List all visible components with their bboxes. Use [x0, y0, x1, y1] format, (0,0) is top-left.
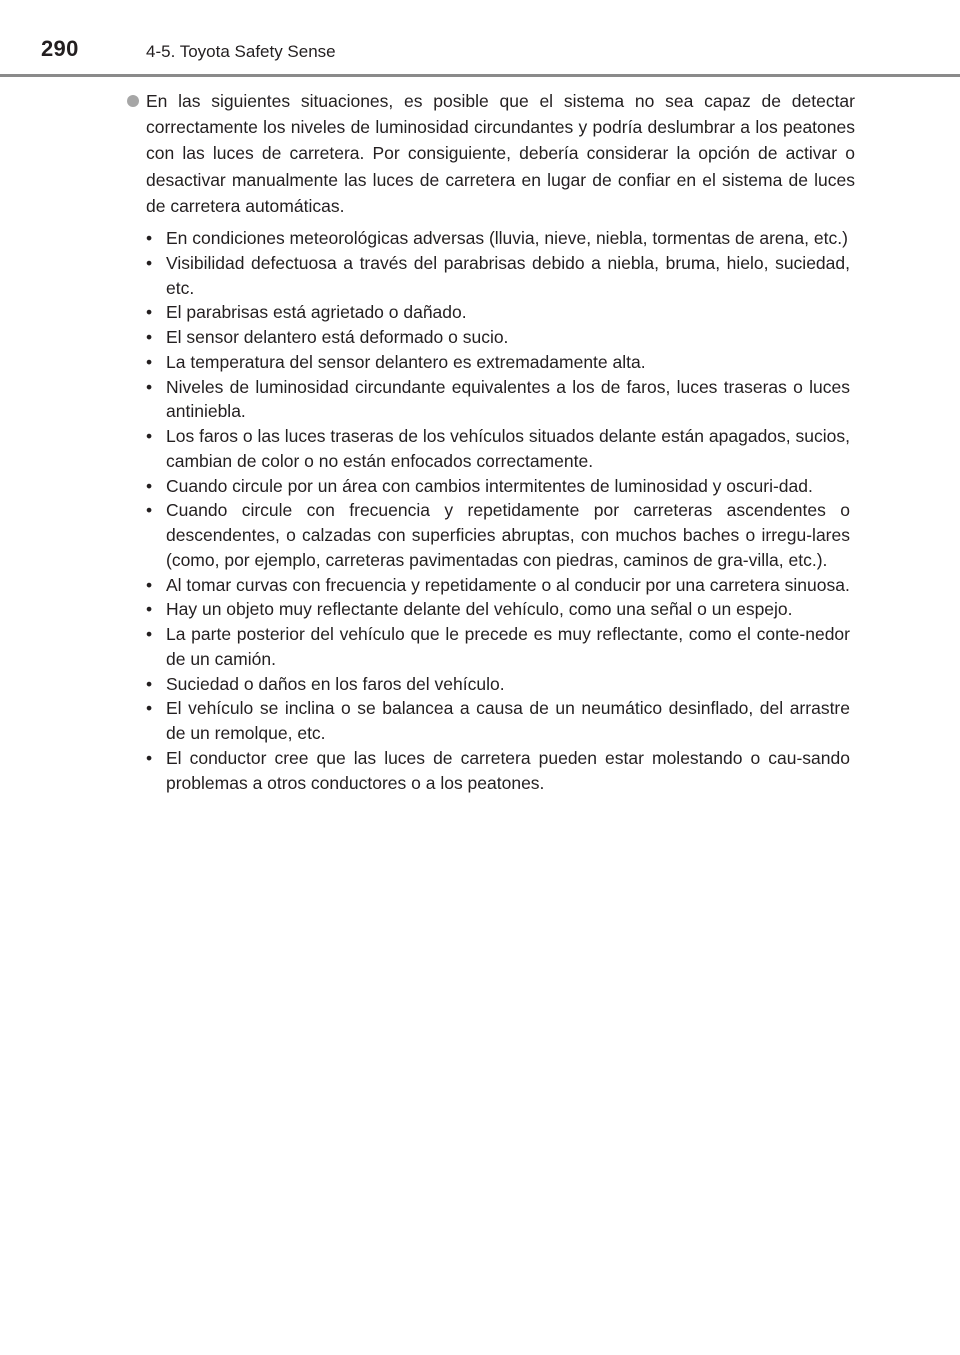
intro-text: En las siguientes situaciones, es posible que el sistema no sea capaz de detectar correctamente los niveles de luminosidad circundantes y podría deslumbrar a los peatones con las luces de carretera. Por consiguiente, debería considerar la opción de activar o desactivar manualmente las luces de carretera en lugar de confiar en el sistema de luces de carretera automáticas.: [146, 91, 855, 216]
list-bullet-marker: •: [146, 673, 153, 694]
list-bullet-marker: •: [146, 302, 153, 323]
list-bullet-marker: •: [146, 599, 153, 620]
list-item: [146, 300, 850, 325]
list-item: [146, 597, 850, 622]
list-item: [146, 474, 850, 499]
list-bullet-marker: •: [146, 327, 153, 348]
list-bullet-marker: •: [146, 351, 153, 372]
list-bullet-marker: •: [146, 475, 153, 496]
list-item-text: El vehículo se inclina o se balancea a causa de un neumático desinflado, del arrastre de un remolque, etc.: [166, 698, 850, 744]
list-item: [146, 573, 850, 598]
list-bullet-marker: •: [146, 747, 153, 768]
list-item-text: Niveles de luminosidad circundante equivalentes a los de faros, luces traseras o luces antiniebla.: [166, 376, 850, 422]
list-item: [146, 350, 850, 375]
list-item-text: Cuando circule por un área con cambios intermitentes de luminosidad y oscuri-dad.: [166, 475, 813, 496]
list-bullet-marker: •: [146, 426, 153, 447]
list-item-text: El parabrisas está agrietado o dañado.: [166, 302, 467, 323]
list-bullet-marker: •: [146, 624, 153, 645]
list-item-text: Cuando circule con frecuencia y repetidamente por carreteras ascendentes o descendentes, o calzadas con superficies abruptas, con muchos baches o irregu-lares (como, por ejemplo, carreteras pavimentadas con piedras, caminos de gra-villa, etc.).: [166, 500, 850, 570]
list-bullet-marker: •: [146, 698, 153, 719]
intro-paragraph: [146, 88, 855, 219]
page-header: [0, 0, 960, 78]
list-item-text: En condiciones meteorológicas adversas (lluvia, nieve, niebla, tormentas de arena, etc.): [166, 228, 848, 249]
list-item-text: Suciedad o daños en los faros del vehículo.: [166, 673, 505, 694]
list-bullet-marker: •: [146, 500, 153, 521]
list-item: [146, 746, 850, 796]
list-item-text: La parte posterior del vehículo que le precede es muy reflectante, como el conte-nedor de un camión.: [166, 624, 850, 669]
page-number: 290: [41, 36, 79, 61]
list-item: [146, 424, 850, 474]
header-divider: [0, 74, 960, 77]
list-item: [146, 226, 850, 251]
list-item-text: Visibilidad defectuosa a través del parabrisas debido a niebla, bruma, hielo, suciedad, etc.: [166, 252, 850, 298]
list-item-text: Al tomar curvas con frecuencia y repetidamente o al conducir por una carretera sinuosa.: [166, 574, 850, 595]
list-item: [146, 696, 850, 746]
list-item: [146, 672, 850, 697]
list-item-text: La temperatura del sensor delantero es extremadamente alta.: [166, 351, 646, 372]
list-item-text: Los faros o las luces traseras de los vehículos situados delante están apagados, sucios, cambian de color o no están enfocados correctamente.: [166, 426, 850, 471]
conditions-list: [0, 226, 960, 795]
list-item-text: El sensor delantero está deformado o sucio.: [166, 327, 509, 348]
list-item: [146, 498, 850, 572]
list-item: [146, 325, 850, 350]
section-title: 4-5. Toyota Safety Sense: [146, 42, 336, 61]
list-bullet-marker: •: [146, 252, 153, 273]
list-item: [146, 622, 850, 672]
list-item-text: Hay un objeto muy reflectante delante del vehículo, como una señal o un espejo.: [166, 599, 793, 620]
list-item-text: El conductor cree que las luces de carretera pueden estar molestando o cau-sando problemas a otros conductores o a los peatones.: [166, 747, 850, 793]
list-item: [146, 251, 850, 301]
list-bullet-marker: •: [146, 574, 153, 595]
main-content: [0, 88, 960, 795]
list-item: [146, 375, 850, 425]
list-bullet-marker: •: [146, 228, 153, 249]
list-bullet-marker: •: [146, 376, 153, 397]
circle-bullet-icon: [127, 95, 139, 107]
